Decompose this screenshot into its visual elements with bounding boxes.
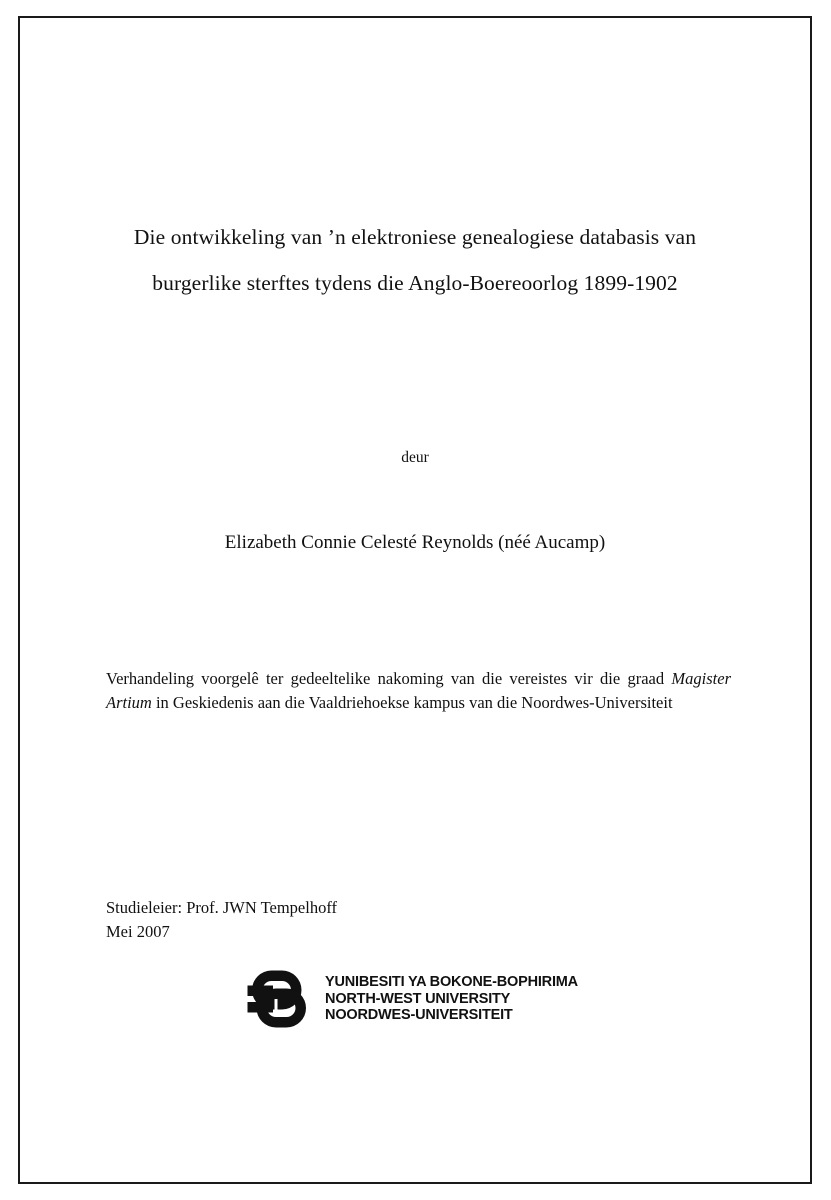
statement-part-3: van die Noordwes-Universiteit — [469, 692, 673, 712]
university-logo-text — [325, 974, 578, 1024]
statement-part-1: Verhandeling voorgelê ter gedeeltelike nakoming van die vereistes vir die graad — [106, 669, 672, 688]
title-line-1: Die ontwikkeling van ’n elektroniese genealogiese databasis van — [133, 225, 697, 249]
author-name: Elizabeth Connie Celesté Reynolds (néé Aucamp) — [224, 532, 606, 553]
logo-line-3: NOORDWES-UNIVERSITEIT — [325, 1007, 513, 1024]
supervisor-line: Studieleier: Prof. JWN Tempelhoff — [106, 898, 338, 917]
logo-line-1: YUNIBESITI YA BOKONE-BOPHIRIMA — [325, 974, 578, 991]
university-logo-block — [0, 966, 831, 1032]
degree-statement — [106, 667, 731, 714]
statement-part-2: in Geskiedenis aan die Vaaldriehoekse kampus — [151, 692, 465, 712]
date-line: Mei 2007 — [106, 921, 170, 941]
page-title — [104, 214, 726, 306]
supervisor-block — [106, 896, 337, 943]
degree-name: Magister Artium — [106, 669, 731, 712]
north-west-university-logo-icon — [241, 966, 317, 1032]
logo-line-2: NORTH-WEST UNIVERSITY — [325, 990, 511, 1007]
title-line-2: burgerlike sterftes tydens die Anglo-Boereoorlog 1899-1902 — [152, 271, 678, 295]
byline-label: deur — [401, 449, 429, 466]
